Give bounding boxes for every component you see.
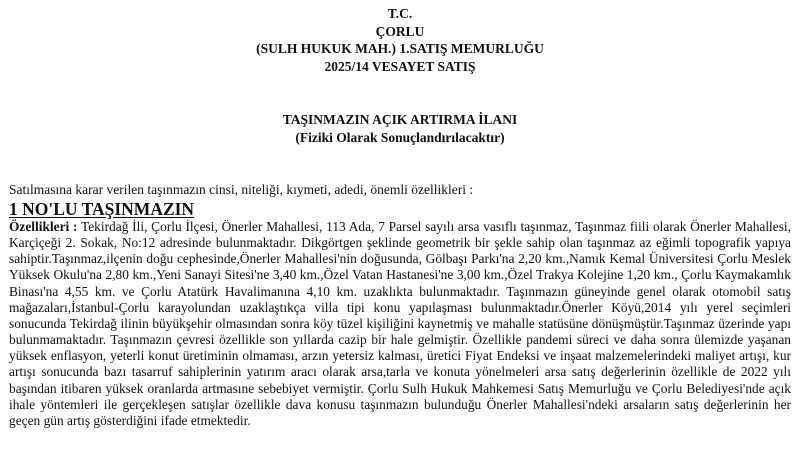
announcement-subtitle: (Fiziki Olarak Sonuçlandırılacaktır) [295,130,505,145]
document-header [0,5,800,75]
features-label: Özellikleri : [9,219,78,234]
intro-text: Satılmasına karar verilen taşınmazın cinsi, niteliği, kıymeti, adedi, önemli özellikleri : [9,182,474,197]
header-office: (SULH HUKUK MAH.) 1.SATIŞ MEMURLUĞU [256,41,544,56]
header-file-number: 2025/14 VESAYET SATIŞ [324,58,476,74]
announcement-title: TAŞINMAZIN AÇIK ARTIRMA İLANI [282,112,518,127]
header-tc: T.C. [387,6,413,21]
section-heading: 1 NO'LU TAŞINMAZIN [9,199,195,219]
property-features-paragraph [9,219,791,429]
header-city: ÇORLU [375,23,425,39]
announcement-title-block [0,111,800,147]
features-text: Tekirdağ İli, Çorlu İlçesi, Önerler Mahallesi, 113 Ada, 7 Parsel sayılı arsa vasıflı taşınmaz, Taşınmaz fiili olarak Önerler Mahallesi, Karçiçeği 2. Sokak, No:12 adresinde bulunmaktadır. Dikgörtgen şeklinde geometrik bir şekle sahip olan taşınmaz az eğimli topografik yapıya sahiptir.Taşınmaz,ilçenin doğu cephesinde,Önerler Mahallesi'nin doğusunda, Gölbaşı Parkı'na 2,20 km.,Namık Kemal Üniversitesi Çorlu Meslek Yüksek Okulu'na 2,80 km.,Yeni Sanayi Sitesi'ne 3,40 km.,Özel Vatan Hastanesi'ne 3,00 km.,Özel Trakya Kolejine 1,20 km., Çorlu Kaymakamlık Binası'na 4,55 km. ve Çorlu Atatürk Havalimanına 4,10 km. uzaklıkta bulunmaktadır. Taşınmazın güneyinde genel olarak otomobil satış mağazaları,İstanbul-Çorlu karayolundan uzaklaştıkça villa tipi konu yapılaşması bulunmaktadır.Önerler Köyü,2014 yılı yerel seçimleri sonucunda Tekirdağ ilinin büyükşehir olmasından sonra köy tüzel kişiliğini kaynetmiş ve mahalle statüsüne dönüşmüştür.Taşınmaz üzerinde yapı bulunmamaktadır. Taşınmazın çevresi özellikle son yıllarda cazip bir hale gelmiştir. Özellikle pandemi süreci ve daha sonra ülemizde yaşanan yüksek enflasyon, yeterli konut üretiminin olmaması, arzın yetersiz kalması, üretici Fiyat Endeksi ve inşaat malzemelerindeki maliyet artışı, kur artışı sonucunda bazı tasarruf sahiplerinin yatırım aracı olarak arsa,tarla ve konuta yönelmeleri arsa satış değerlerinin özellikle de 2022 yılı başından itibaren yüksek oranlarda artmasıne sebebiyet vermiştir. Çorlu Sulh Hukuk Mahkemesi Satış Memurluğu ve Çorlu Belediyesi'nde açık ihale yöntemleri ile gerçekleşen satışlar özellikle dava konusu taşınmazın bulunduğu Önerler Mahallesi'ndeki arsaların satış değerlerinin her geçen gün artış gösterdiğini ifade etmektedir. [9,219,791,428]
